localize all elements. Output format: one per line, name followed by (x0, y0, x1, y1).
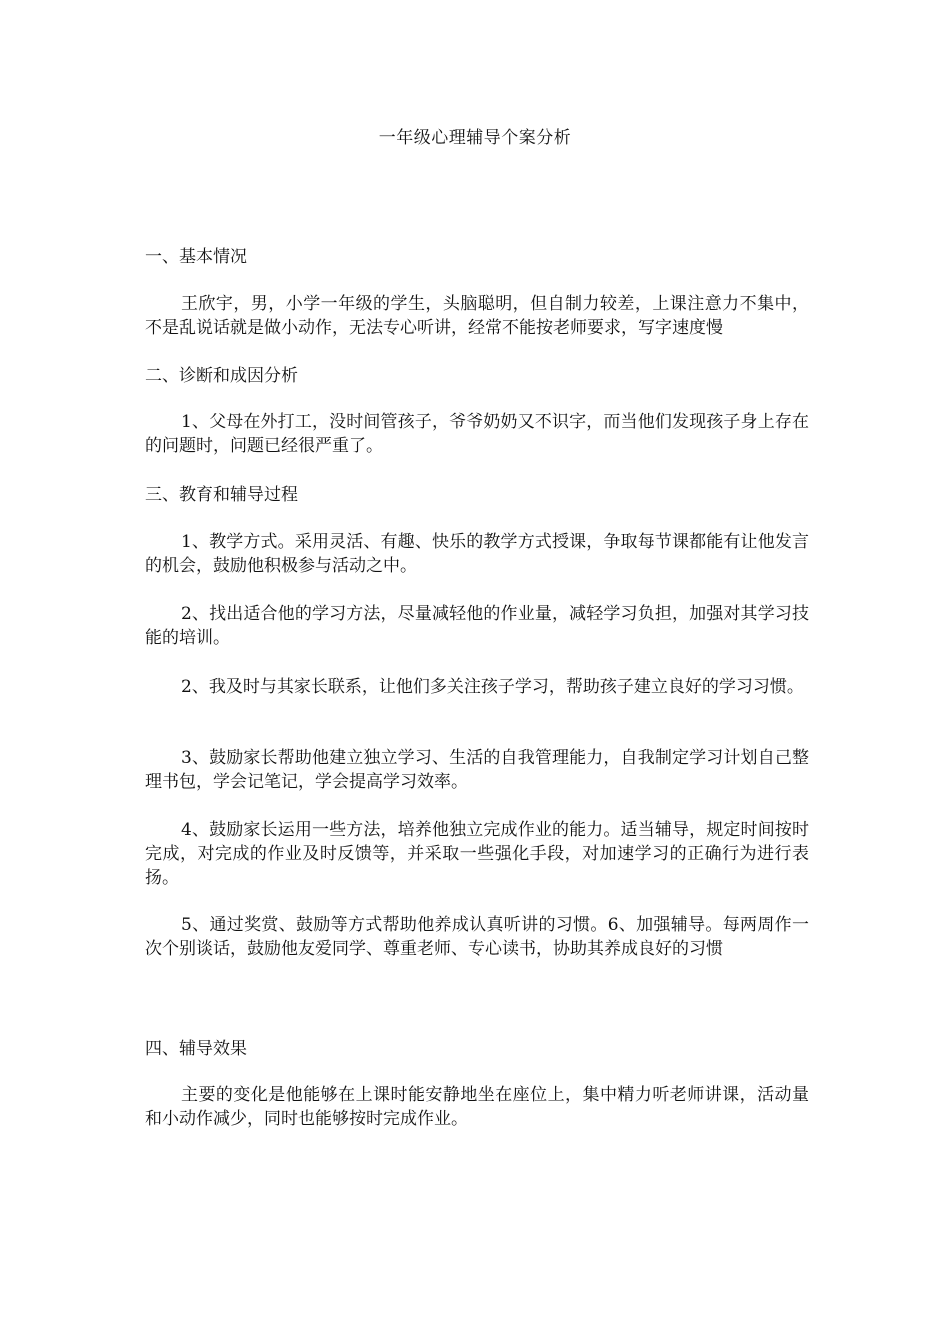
paragraph-basic-info: 王欣宇，男，小学一年级的学生，头脑聪明，但自制力较差，上课注意力不集中，不是乱说话就是做小动作，无法专心听讲，经常不能按老师要求，写字速度慢 (145, 294, 809, 338)
paragraph-process-5: 4、鼓励家长运用一些方法，培养他独立完成作业的能力。适当辅导，规定时间按时完成，对完成的作业及时反馈等，并采取一些强化手段，对加速学习的正确行为进行表扬。 (145, 820, 809, 888)
paragraph-effect: 主要的变化是他能够在上课时能安静地坐在座位上，集中精力听老师讲课，活动量和小动作减少，同时也能够按时完成作业。 (145, 1085, 809, 1129)
section-heading-effect: 四、辅导效果 (145, 1039, 247, 1059)
document-title: 一年级心理辅导个案分析 (378, 128, 572, 148)
paragraph-diagnosis-1: 1、父母在外打工，没时间管孩子，爷爷奶奶又不识字，而当他们发现孩子身上存在的问题时，问题已经很严重了。 (145, 412, 809, 456)
paragraph-process-1: 1、教学方式。采用灵活、有趣、快乐的教学方式授课，争取每节课都能有让他发言的机会，鼓励他积极参与活动之中。 (145, 532, 809, 576)
section-heading-basic-info: 一、基本情况 (145, 247, 247, 267)
section-heading-process: 三、教育和辅导过程 (145, 485, 298, 505)
paragraph-process-2: 2、找出适合他的学习方法，尽量减轻他的作业量，减轻学习负担，加强对其学习技能的培训。 (145, 604, 809, 648)
paragraph-process-6: 5、通过奖赏、鼓励等方式帮助他养成认真听讲的习惯。6、加强辅导。每两周作一次个别谈话，鼓励他友爱同学、尊重老师、专心读书，协助其养成良好的习惯 (145, 915, 809, 959)
paragraph-process-3: 2、我及时与其家长联系，让他们多关注孩子学习，帮助孩子建立良好的学习习惯。 (181, 677, 804, 697)
section-heading-diagnosis: 二、诊断和成因分析 (145, 366, 298, 386)
paragraph-process-4: 3、鼓励家长帮助他建立独立学习、生活的自我管理能力，自我制定学习计划自己整理书包，学会记笔记，学会提高学习效率。 (145, 748, 809, 792)
